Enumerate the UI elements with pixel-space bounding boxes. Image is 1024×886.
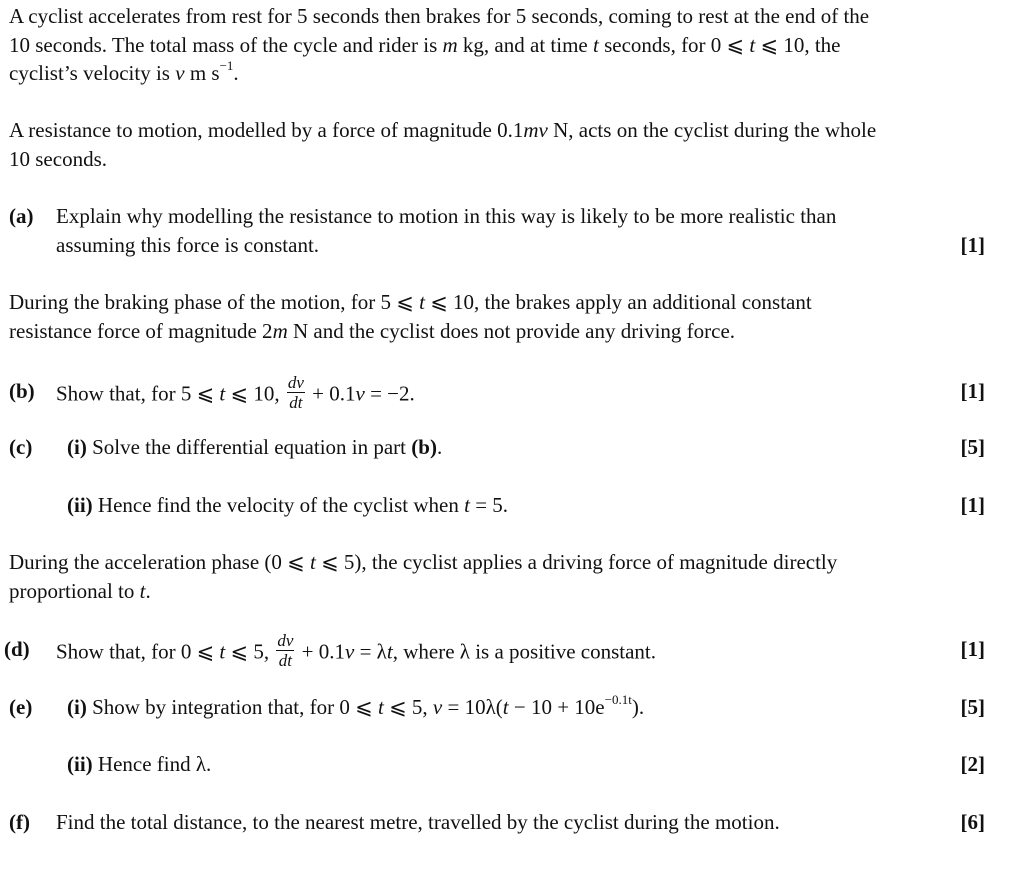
question-label: (d) <box>4 637 30 661</box>
question-text: Explain why modelling the resistance to motion in this way is likely to be more realistic than assuming this force is constant. <box>56 204 837 257</box>
question-c-ii <box>9 491 985 521</box>
braking-phase-paragraph <box>9 288 985 345</box>
question-text: Find the total distance, to the nearest metre, travelled by the cyclist during the motion. <box>56 810 780 834</box>
question-e-i <box>9 693 985 723</box>
question-text: (ii) Hence find the velocity of the cyclist when t = 5. <box>67 493 509 517</box>
question-text: Show that, for 5 ⩽ t ⩽ 10, $\frac{dv}{dt}$ + 0.1v = −2. <box>56 373 415 412</box>
intro-p2-line-1: A resistance to motion, modelled by a force of magnitude 0.1mv N, acts on the cyclist during the whole <box>9 118 877 142</box>
question-label: (f) <box>9 810 30 834</box>
question-label: (b) <box>9 379 35 403</box>
question-c-i <box>9 433 985 463</box>
intro-paragraph-2 <box>9 116 985 173</box>
marks-badge: [5] <box>960 435 985 459</box>
question-label: (c) <box>9 435 33 459</box>
question-f <box>9 808 985 838</box>
derivative-fraction: $\frac{dv}{dt}$ <box>287 373 304 412</box>
question-d <box>4 631 985 670</box>
question-text: Show that, for 0 ⩽ t ⩽ 5, $\frac{dv}{dt}$ + 0.1v = λt, where λ is a positive constant. <box>56 631 657 670</box>
intro-line-3: cyclist’s velocity is v m $s^{-1}$. <box>9 58 239 86</box>
derivative-fraction: $\frac{dv}{dt}$ <box>277 631 294 670</box>
question-b <box>9 373 985 412</box>
intro-paragraph-1 <box>9 2 985 88</box>
braking-line-2: resistance force of magnitude 2m N and the cyclist does not provide any driving force. <box>9 318 736 343</box>
braking-line-1: During the braking phase of the motion, for 5 ⩽ t ⩽ 10, the brakes apply an additional constant <box>9 290 812 314</box>
question-a <box>9 202 985 262</box>
question-text: (ii) Hence find λ. <box>67 752 212 776</box>
marks-badge: [6] <box>960 810 985 834</box>
accel-line-2: proportional to t. <box>9 578 151 603</box>
marks-badge: [1] <box>960 493 985 517</box>
marks-badge: [5] <box>960 695 985 719</box>
question-text: (i) Show by integration that, for 0 ⩽ t ⩽ 5, $v = 10\lambda(t - 10 + 10e^{-0.1t})$. <box>67 692 645 719</box>
marks-badge: [1] <box>960 379 985 403</box>
question-e-ii <box>9 750 985 780</box>
question-label: (a) <box>9 204 34 228</box>
marks-badge: [1] <box>960 637 985 661</box>
question-text: (i) Solve the differential equation in part (b). <box>67 435 443 459</box>
intro-line-1: A cyclist accelerates from rest for 5 seconds then brakes for 5 seconds, coming to rest at the end of the <box>9 4 870 28</box>
marks-badge: [1] <box>960 233 985 257</box>
intro-line-2: 10 seconds. The total mass of the cycle and rider is m kg, and at time t seconds, for 0 ⩽ t ⩽ 10, the <box>9 32 841 57</box>
intro-p2-line-2: 10 seconds. <box>9 146 107 171</box>
accel-line-1: During the acceleration phase (0 ⩽ t ⩽ 5), the cyclist applies a driving force of magnitude directly <box>9 550 838 574</box>
question-label: (e) <box>9 695 33 719</box>
acceleration-phase-paragraph <box>9 548 985 605</box>
marks-badge: [2] <box>960 752 985 776</box>
